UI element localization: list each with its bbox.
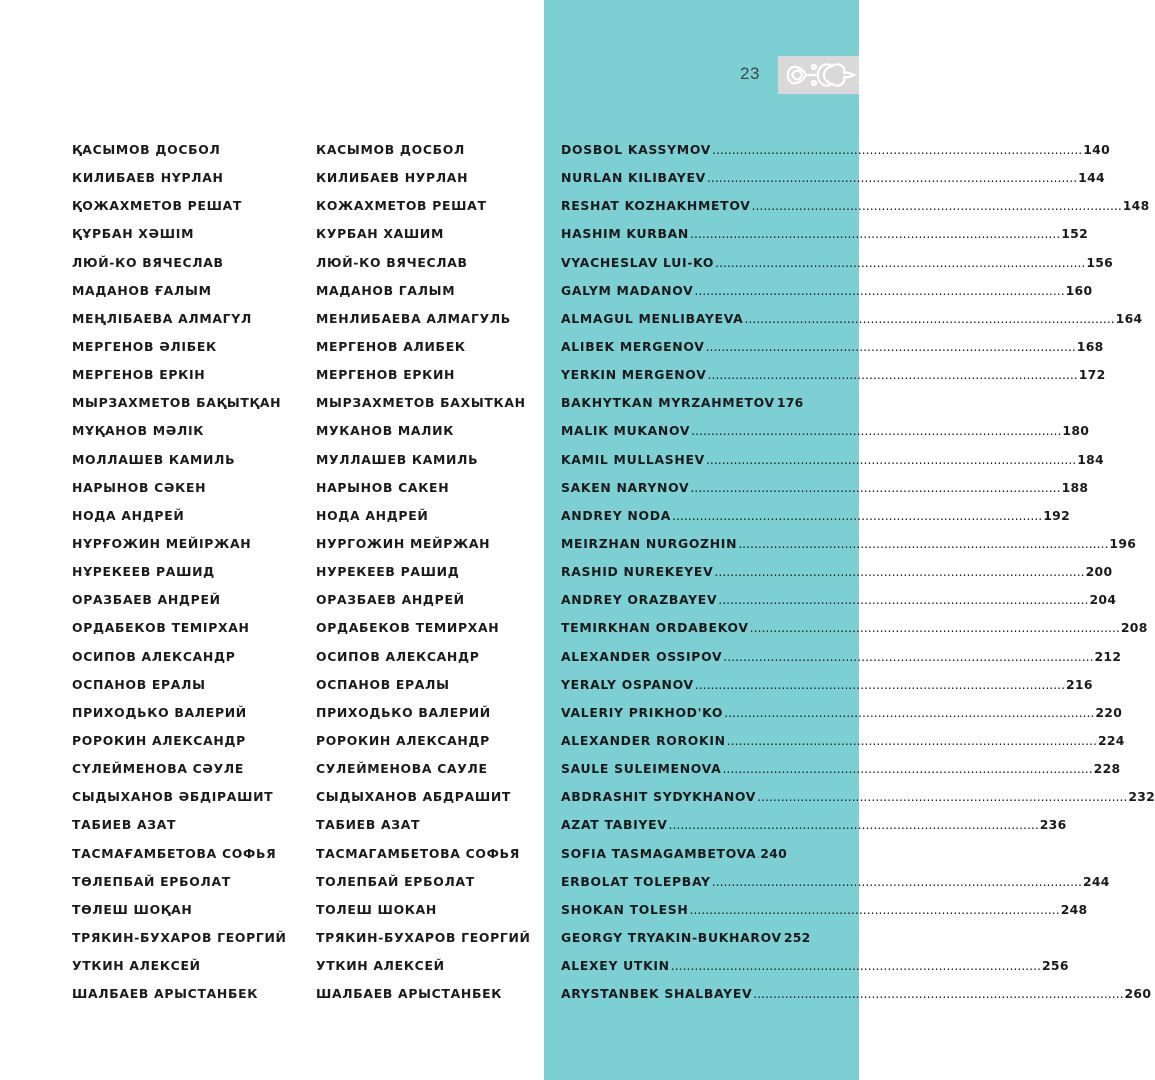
page-reference: 140 <box>1083 142 1111 157</box>
dot-leader <box>744 305 1114 333</box>
kazakh-name: МЕРГЕНОВ ӘЛІБЕК <box>72 338 217 354</box>
english-name: ALMAGUL MENLIBAYEVA <box>561 310 744 326</box>
russian-name: МУКАНОВ МАЛИК <box>316 423 455 439</box>
russian-name: ОРДАБЕКОВ ТЕМИРХАН <box>316 620 500 636</box>
toc-entry <box>561 361 1106 389</box>
english-name: BAKHYTKAN MYRZAHMETOV <box>561 395 775 411</box>
english-name: AZAT TABIYEV <box>561 817 668 833</box>
dot-leader <box>708 361 1078 389</box>
kazakh-name: ТРЯКИН-БУХАРОВ ГЕОРГИЙ <box>72 929 287 945</box>
page-reference: 152 <box>1061 226 1088 242</box>
toc-entry <box>561 952 1069 980</box>
page-reference: 252 <box>783 929 811 945</box>
dot-leader <box>757 783 1127 811</box>
english-name: ANDREY NODA <box>561 507 672 523</box>
kazakh-name: НОДА АНДРЕЙ <box>72 507 185 523</box>
english-name: TEMIRKHAN ORDABEKOV <box>561 620 749 636</box>
russian-name: МЫРЗАХМЕТОВ БАХЫТКАН <box>316 395 526 411</box>
dot-leader <box>706 446 1076 474</box>
english-name: RESHAT KOZHAKHMETOV <box>561 198 751 214</box>
toc-entry <box>561 530 1137 558</box>
english-name: VYACHESLAV LUI-KO <box>561 254 715 270</box>
dot-leader <box>689 896 1059 924</box>
kazakh-name: НҰРЕКЕЕВ РАШИД <box>72 564 215 580</box>
english-name: MALIK MUKANOV <box>561 423 691 439</box>
dot-leader <box>672 502 1042 530</box>
russian-name: ОРАЗБАЕВ АНДРЕЙ <box>316 592 465 608</box>
russian-name: ОСИПОВ АЛЕКСАНДР <box>316 648 480 664</box>
page-reference: 228 <box>1093 761 1121 777</box>
kazakh-name: ШАЛБАЕВ АРЫСТАНБЕК <box>72 986 259 1002</box>
english-name: ABDRASHIT SYDYKHANOV <box>561 789 757 805</box>
kazakh-name: ОРАЗБАЕВ АНДРЕЙ <box>72 592 221 608</box>
toc-entry <box>561 474 1089 502</box>
russian-name: МЕНЛИБАЕВА АЛМАГУЛЬ <box>316 310 511 326</box>
kazakh-name: ПРИХОДЬКО ВАЛЕРИЙ <box>72 704 247 720</box>
kazakh-name: СЫДЫХАНОВ ӘБДІРАШИТ <box>72 789 274 805</box>
page-reference: 236 <box>1039 817 1067 833</box>
dot-leader <box>753 980 1123 1008</box>
russian-name: МЕРГЕНОВ ЕРКИН <box>316 367 456 383</box>
toc-entry <box>561 136 1111 164</box>
toc-entry <box>561 840 787 868</box>
page-reference: 172 <box>1078 367 1106 383</box>
toc-entry <box>561 333 1104 361</box>
page-reference: 160 <box>1065 282 1093 298</box>
kazakh-name: ТАСМАҒАМБЕТОВА СОФЬЯ <box>72 845 277 861</box>
dot-leader <box>723 643 1093 671</box>
dot-leader <box>714 558 1084 586</box>
russian-name: СЫДЫХАНОВ АБДРАШИТ <box>316 789 512 805</box>
english-names-column <box>561 136 1155 1008</box>
english-name: ANDREY ORAZBAYEV <box>561 592 718 608</box>
page-reference: 220 <box>1095 704 1123 720</box>
english-name: RASHID NUREKEYEV <box>561 564 714 580</box>
toc-entry <box>561 783 1155 811</box>
page-reference: 184 <box>1077 451 1104 467</box>
page-reference: 244 <box>1082 873 1110 889</box>
russian-name: КУРБАН ХАШИМ <box>316 226 445 242</box>
russian-name: ПРИХОДЬКО ВАЛЕРИЙ <box>316 704 491 720</box>
russian-name: ТАБИЕВ АЗАТ <box>316 817 421 833</box>
toc-entry <box>561 643 1122 671</box>
russian-name: ТРЯКИН-БУХАРОВ ГЕОРГИЙ <box>316 929 531 945</box>
english-name: NURLAN KILIBAYEV <box>561 170 706 186</box>
toc-entry <box>561 277 1093 305</box>
dot-leader <box>690 474 1060 502</box>
kazakh-name: ҚАСЫМОВ ДОСБОЛ <box>72 142 221 157</box>
russian-name: ТОЛЕПБАЙ ЕРБОЛАТ <box>316 873 475 889</box>
russian-name: НУРЕКЕЕВ РАШИД <box>316 564 460 580</box>
toc-entry <box>561 305 1143 333</box>
kazakh-name: ҚҰРБАН ХӘШІМ <box>72 226 195 242</box>
page-reference: 200 <box>1085 564 1113 580</box>
russian-name: МУЛЛАШЕВ КАМИЛЬ <box>316 451 479 467</box>
dot-leader <box>715 249 1085 277</box>
toc-entry <box>561 924 811 952</box>
toc-entry <box>561 868 1110 896</box>
russian-name: ЛЮЙ-КО ВЯЧЕСЛАВ <box>316 254 468 270</box>
russian-name: ШАЛБАЕВ АРЫСТАНБЕК <box>316 986 503 1002</box>
dot-leader <box>750 614 1120 642</box>
page-reference: 224 <box>1097 732 1125 748</box>
english-name: SAKEN NARYNOV <box>561 479 690 495</box>
kazakh-name: ОСПАНОВ ЕРАЛЫ <box>72 676 206 692</box>
kazakh-name: МҰҚАНОВ МӘЛІК <box>72 423 205 439</box>
page-reference: 260 <box>1124 986 1152 1002</box>
page-reference: 240 <box>760 845 787 861</box>
toc-entry <box>561 502 1071 530</box>
page-reference: 144 <box>1078 170 1105 186</box>
english-name: SOFIA TASMAGAMBETOVA <box>561 845 757 861</box>
toc-entry <box>561 671 1093 699</box>
toc-entry <box>561 249 1114 277</box>
russian-names-column <box>316 136 546 1008</box>
page-reference: 168 <box>1076 338 1104 354</box>
english-name: KAMIL MULLASHEV <box>561 451 705 467</box>
dot-leader <box>738 530 1108 558</box>
english-name: VALERIY PRIKHOD'KO <box>561 704 724 720</box>
russian-name: КОЖАХМЕТОВ РЕШАТ <box>316 198 487 214</box>
russian-name: РОРОКИН АЛЕКСАНДР <box>316 732 490 748</box>
toc-entry <box>561 446 1104 474</box>
kazakh-name: НАРЫНОВ СӘКЕН <box>72 479 207 495</box>
toc-entry <box>561 586 1117 614</box>
dot-leader <box>695 671 1065 699</box>
english-name: YERKIN MERGENOV <box>561 367 707 383</box>
page-reference: 164 <box>1115 310 1143 326</box>
english-name: DOSBOL KASSYMOV <box>561 142 712 157</box>
english-name: ALEXANDER OSSIPOV <box>561 648 723 664</box>
kazakh-name: ОСИПОВ АЛЕКСАНДР <box>72 648 236 664</box>
toc-entry <box>561 558 1113 586</box>
page-reference: 248 <box>1060 901 1088 917</box>
page-reference: 188 <box>1061 479 1089 495</box>
english-name: SHOKAN TOLESH <box>561 901 689 917</box>
kazakh-name: МОЛЛАШЕВ КАМИЛЬ <box>72 451 236 467</box>
dot-leader <box>691 417 1061 445</box>
russian-name: НАРЫНОВ САКЕН <box>316 479 450 495</box>
toc-entry <box>561 811 1067 839</box>
page-reference: 216 <box>1066 676 1093 692</box>
kazakh-name: МЕРГЕНОВ ЕРКІН <box>72 367 206 383</box>
russian-name: НОДА АНДРЕЙ <box>316 507 429 523</box>
russian-name: НУРГОЖИН МЕЙРЖАН <box>316 535 491 551</box>
toc-entry <box>561 164 1105 192</box>
dot-leader <box>694 277 1064 305</box>
page-reference: 208 <box>1120 620 1148 636</box>
page-number: 23 <box>740 64 760 83</box>
page-reference: 148 <box>1122 198 1150 214</box>
english-name: GALYM MADANOV <box>561 282 694 298</box>
toc-entry <box>561 389 804 417</box>
toc-entry <box>561 896 1088 924</box>
russian-name: МЕРГЕНОВ АЛИБЕК <box>316 338 466 354</box>
russian-name: УТКИН АЛЕКСЕЙ <box>316 958 445 974</box>
page-reference: 232 <box>1128 789 1155 805</box>
dot-leader <box>724 699 1094 727</box>
kazakh-name: СҮЛЕЙМЕНОВА СӘУЛЕ <box>72 761 245 777</box>
kazakh-name: ОРДАБЕКОВ ТЕМІРХАН <box>72 620 250 636</box>
page-reference: 212 <box>1094 648 1122 664</box>
dot-leader <box>671 952 1041 980</box>
kazakh-name: МАДАНОВ ҒАЛЫМ <box>72 282 212 298</box>
english-name: HASHIM KURBAN <box>561 226 689 242</box>
toc-entry <box>561 192 1150 220</box>
kazakh-ornament-icon <box>778 56 859 94</box>
page-reference: 192 <box>1043 507 1071 523</box>
kazakh-name: МЕҢЛІБАЕВА АЛМАГҮЛ <box>72 310 252 326</box>
kazakh-name: ТӨЛЕШ ШОҚАН <box>72 901 193 917</box>
page-reference: 156 <box>1086 254 1114 270</box>
dot-leader <box>718 586 1088 614</box>
toc-entry <box>561 417 1090 445</box>
russian-name: МАДАНОВ ГАЛЫМ <box>316 282 456 298</box>
toc-entry <box>561 614 1148 642</box>
english-name: GEORGY TRYAKIN-BUKHAROV <box>561 929 782 945</box>
dot-leader <box>690 220 1060 248</box>
ornament-tab <box>778 56 859 94</box>
page-reference: 176 <box>776 395 804 411</box>
dot-leader <box>712 868 1082 896</box>
kazakh-name: ТӨЛЕПБАЙ ЕРБОЛАТ <box>72 873 231 889</box>
dot-leader <box>712 136 1082 164</box>
toc-entry <box>561 220 1088 248</box>
kazakh-name: РОРОКИН АЛЕКСАНДР <box>72 732 246 748</box>
russian-name: ТАСМАГАМБЕТОВА СОФЬЯ <box>316 845 521 861</box>
english-name: ALIBEK MERGENOV <box>561 338 705 354</box>
dot-leader <box>706 333 1076 361</box>
english-name: ERBOLAT TOLEPBAY <box>561 873 711 889</box>
russian-name: КИЛИБАЕВ НУРЛАН <box>316 170 469 186</box>
russian-name: КАСЫМОВ ДОСБОЛ <box>316 142 466 157</box>
russian-name: СУЛЕЙМЕНОВА САУЛЕ <box>316 761 488 777</box>
toc-entry <box>561 727 1125 755</box>
toc-entry <box>561 699 1123 727</box>
toc-entry <box>561 980 1152 1008</box>
kazakh-name: НҰРҒОЖИН МЕЙІРЖАН <box>72 535 252 551</box>
page-reference: 180 <box>1062 423 1090 439</box>
kazakh-name: ҚОЖАХМЕТОВ РЕШАТ <box>72 198 243 214</box>
toc-entry <box>561 755 1121 783</box>
page-reference: 256 <box>1041 958 1069 974</box>
dot-leader <box>752 192 1122 220</box>
english-name: ARYSTANBEK SHALBAYEV <box>561 986 753 1002</box>
kazakh-name: УТКИН АЛЕКСЕЙ <box>72 958 201 974</box>
kazakh-name: ЛЮЙ-КО ВЯЧЕСЛАВ <box>72 254 224 270</box>
kazakh-name: МЫРЗАХМЕТОВ БАҚЫТҚАН <box>72 395 282 411</box>
english-name: ALEXEY UTKIN <box>561 958 670 974</box>
english-name: YERALY OSPANOV <box>561 676 694 692</box>
dot-leader <box>669 811 1039 839</box>
russian-name: ОСПАНОВ ЕРАЛЫ <box>316 676 450 692</box>
russian-name: ТОЛЕШ ШОКАН <box>316 901 437 917</box>
english-name: MEIRZHAN NURGOZHIN <box>561 535 738 551</box>
kazakh-name: КИЛИБАЕВ НҰРЛАН <box>72 170 224 186</box>
english-name: SAULE SULEIMENOVA <box>561 761 722 777</box>
english-name: ALEXANDER ROROKIN <box>561 732 726 748</box>
page-reference: 196 <box>1109 535 1137 551</box>
dot-leader <box>727 727 1097 755</box>
dot-leader <box>707 164 1077 192</box>
dot-leader <box>722 755 1092 783</box>
kazakh-names-column <box>72 136 302 1008</box>
dot-leader <box>757 840 759 868</box>
page-reference: 204 <box>1089 592 1117 608</box>
kazakh-name: ТАБИЕВ АЗАТ <box>72 817 177 833</box>
